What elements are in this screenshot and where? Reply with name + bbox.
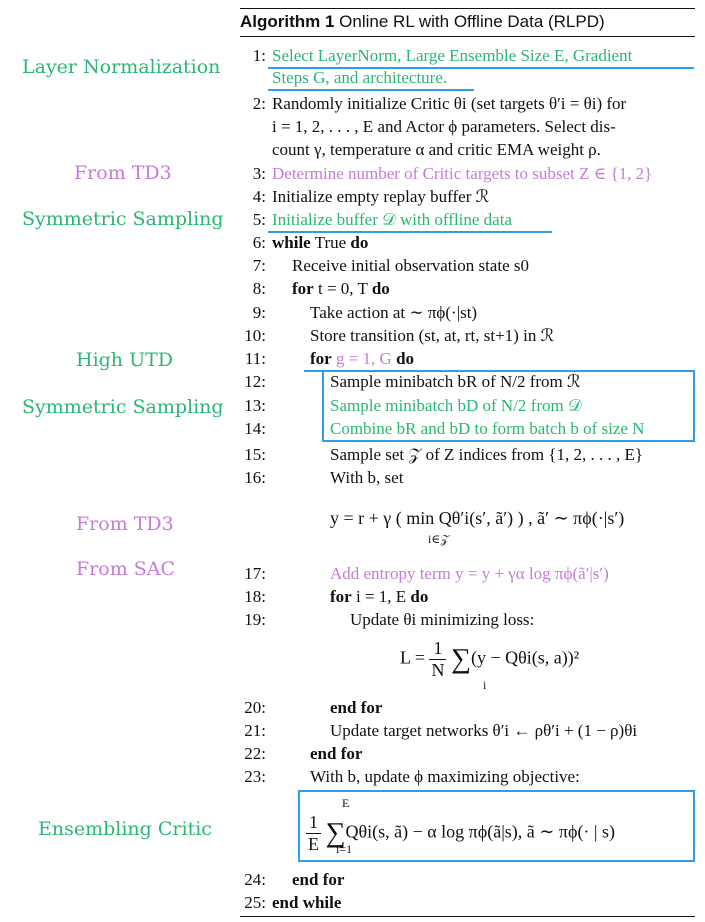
sum-symbol: ∑ <box>450 643 471 675</box>
equation-target-sub: i∈𝒵 <box>428 532 450 546</box>
line-2: Randomly initialize Critic θi (set targets θ′i = θi) for <box>272 94 627 113</box>
line-number: 25: <box>244 893 266 912</box>
line-3: Determine number of Critic targets to subset Z ∈ {1, 2} <box>272 164 653 183</box>
line-number: 5: <box>252 210 266 229</box>
line-20: end for <box>330 698 383 717</box>
side-label-symmetric-sampling-1: Symmetric Sampling <box>22 208 224 230</box>
line-number: 1: <box>252 46 266 65</box>
line-1-cont: Steps G, and architecture. <box>272 68 448 87</box>
line-2-cont: i = 1, 2, . . . , E and Actor ϕ parameters. Select dis- <box>272 117 616 136</box>
sum-top: E <box>342 796 350 810</box>
equation-loss-sub: i <box>483 678 487 692</box>
side-label-ensembling-critic: Ensembling Critic <box>38 818 212 840</box>
side-label-from-td3-1: From TD3 <box>74 162 172 184</box>
line-number: 3: <box>252 164 266 183</box>
line-number: 18: <box>244 587 266 606</box>
line-18: for i = 1, E do <box>330 587 429 606</box>
line-number: 10: <box>244 326 266 345</box>
line-21: Update target networks θ′i ← ρθ′i + (1 − ρ)θi <box>330 721 638 740</box>
algorithm-title: Algorithm 1 Online RL with Offline Data (RLPD) <box>240 12 605 31</box>
side-label-layer-normalization: Layer Normalization <box>22 56 221 78</box>
equation-target: y = r + γ ( min Qθ′i(s′, ã′) ) , ã′ ∼ πϕ(·|s′) <box>330 508 625 528</box>
line-1: Select LayerNorm, Large Ensemble Size E, Gradient <box>272 46 633 65</box>
line-2-cont2: count γ, temperature α and critic EMA weight ρ. <box>272 140 601 159</box>
underline-layernorm <box>268 67 694 69</box>
line-22: end for <box>310 744 363 763</box>
equation-objective: $\frac{1}{E}$ ∑Qθi(s, ã) − α log πϕ(ã|s), ã ∼ πϕ(· | s) <box>308 812 616 854</box>
line-number: 22: <box>244 744 266 763</box>
line-5: Initialize buffer 𝒟 with offline data <box>272 210 512 229</box>
line-23: With b, update ϕ maximizing objective: <box>310 767 580 786</box>
line-number: 20: <box>244 698 266 717</box>
underline-steps <box>268 89 474 91</box>
line-number: 19: <box>244 610 266 629</box>
line-7: Receive initial observation state s0 <box>292 256 529 275</box>
line-17: Add entropy term y = y + γα log πϕ(ã′|s′) <box>330 564 609 583</box>
line-6: while True do <box>272 233 369 252</box>
line-13: Sample minibatch bD of N/2 from 𝒟 <box>330 396 582 415</box>
fraction: $\frac{1}{N}$ <box>431 638 445 680</box>
title-rule <box>240 36 695 37</box>
line-15: Sample set 𝒵 of Z indices from {1, 2, . . . , E} <box>330 445 644 464</box>
side-label-from-sac: From SAC <box>76 558 176 580</box>
line-11: for g = 1, G do <box>310 349 415 368</box>
top-rule <box>240 8 695 9</box>
line-number: 8: <box>252 279 266 298</box>
line-8: for t = 0, T do <box>292 279 390 298</box>
line-14: Combine bR and bD to form batch b of size N <box>330 419 645 438</box>
line-12: Sample minibatch bR of N/2 from ℛ <box>330 372 581 391</box>
line-number: 11: <box>244 349 266 368</box>
bottom-rule <box>240 916 695 917</box>
line-4: Initialize empty replay buffer ℛ <box>272 187 490 206</box>
line-number: 4: <box>252 187 266 206</box>
side-label-from-td3-2: From TD3 <box>76 513 174 535</box>
line-number: 23: <box>244 767 266 786</box>
side-label-symmetric-sampling-2: Symmetric Sampling <box>22 396 224 418</box>
line-16: With b, set <box>330 468 404 487</box>
line-number: 6: <box>252 233 266 252</box>
sum-symbol: ∑ <box>325 817 346 849</box>
line-number: 14: <box>244 419 266 438</box>
line-19: Update θi minimizing loss: <box>350 610 535 629</box>
equation-loss: L = $\frac{1}{N}$ ∑(y − Qθi(s, a))² <box>400 638 580 680</box>
fraction: $\frac{1}{E}$ <box>308 812 319 854</box>
line-number: 7: <box>252 256 266 275</box>
line-number: 2: <box>252 94 266 113</box>
side-label-high-utd: High UTD <box>76 349 174 371</box>
line-number: 12: <box>244 372 266 391</box>
sum-bottom: i=1 <box>336 842 353 856</box>
line-number: 16: <box>244 468 266 487</box>
line-number: 9: <box>252 303 266 322</box>
line-number: 17: <box>244 564 266 583</box>
line-number: 13: <box>244 396 266 415</box>
line-number: 15: <box>244 445 266 464</box>
line-9: Take action at ∼ πϕ(·|st) <box>310 303 478 322</box>
line-10: Store transition (st, at, rt, st+1) in ℛ <box>310 326 555 345</box>
line-number: 21: <box>244 721 266 740</box>
line-25: end while <box>272 893 342 912</box>
line-number: 24: <box>244 870 266 889</box>
line-24: end for <box>292 870 345 889</box>
